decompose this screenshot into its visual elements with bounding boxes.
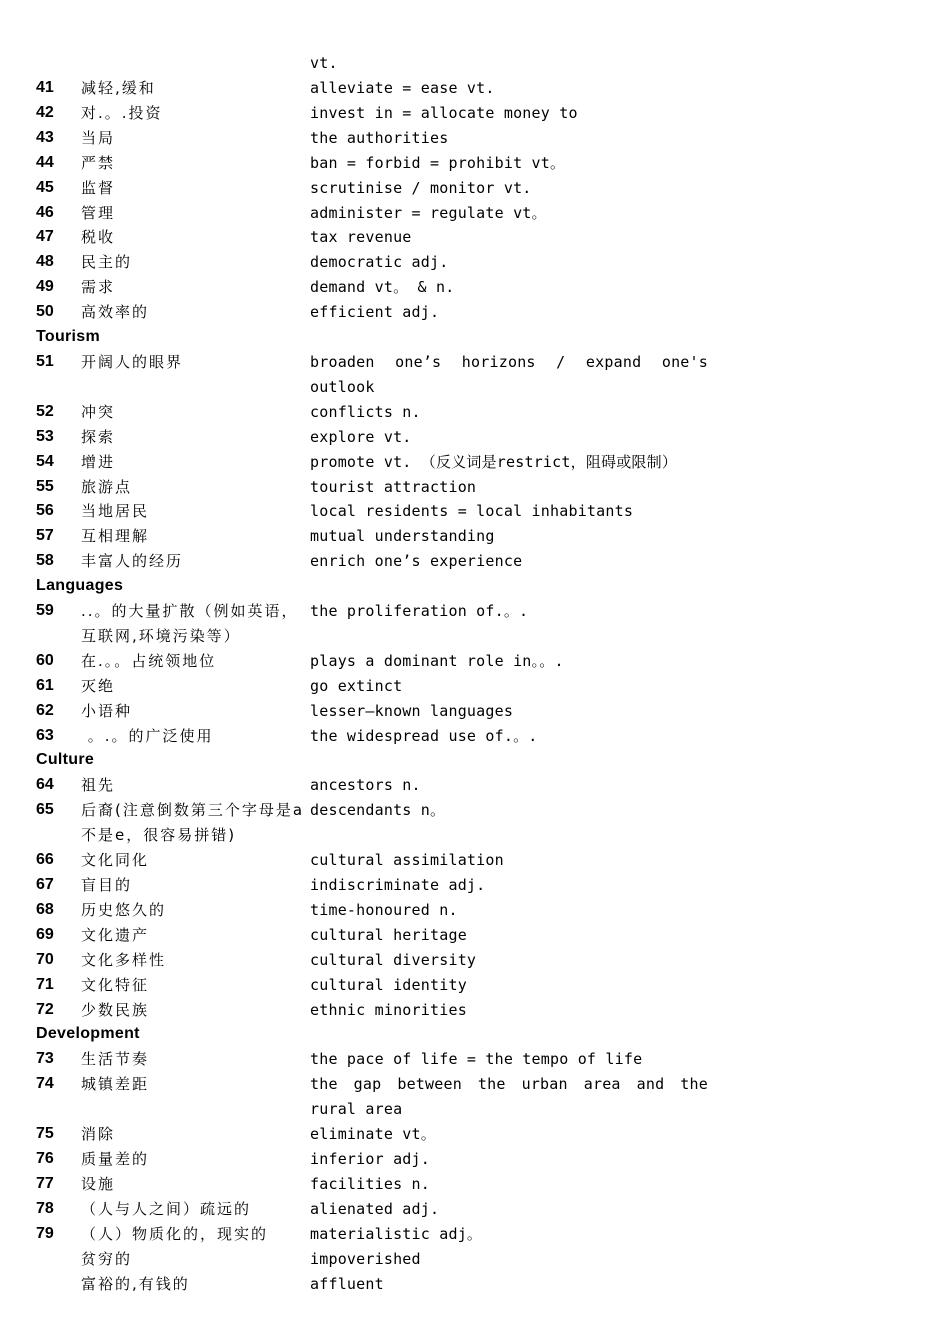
entry-number: 54 (36, 452, 54, 470)
vocab-entry (36, 250, 726, 275)
entry-number: 53 (36, 427, 54, 445)
chinese-term: 冲突 (81, 402, 116, 421)
entry-number: 67 (36, 876, 54, 893)
chinese-term: 文化遗产 (81, 925, 150, 944)
entry-number: 46 (36, 203, 54, 221)
english-term: mutual understanding (310, 527, 495, 546)
continuation-text: vt. (310, 54, 338, 72)
vocab-entry (36, 773, 726, 798)
entry-number: 73 (36, 1050, 54, 1068)
vocab-entry (36, 848, 726, 873)
vocab-entry (36, 973, 726, 998)
vocab-entry (36, 1172, 726, 1197)
vocab-entry (36, 998, 726, 1023)
english-term: materialistic adj。 (310, 1224, 483, 1243)
entry-number: 42 (36, 103, 54, 121)
english-term: affluent (310, 1274, 384, 1293)
english-term: demand vt。 & n. (310, 278, 455, 297)
chinese-term: 在.。。占统领地位 (81, 651, 217, 670)
vocab-entry (36, 76, 726, 101)
english-term: the proliferation of.。. (310, 602, 529, 621)
vocab-entry (36, 1222, 726, 1247)
entry-number: 76 (36, 1149, 54, 1167)
english-term: broaden one’s horizons / expand one's outlook (310, 352, 718, 396)
english-term: lesser—known languages (310, 701, 514, 720)
english-term: cultural heritage (310, 925, 467, 944)
section-heading: Culture (36, 751, 95, 769)
vocab-entry (36, 699, 726, 724)
chinese-term: 设施 (81, 1174, 116, 1193)
vocab-entry (36, 948, 726, 973)
entry-number: 43 (36, 128, 54, 146)
english-term: efficient adj. (310, 303, 440, 322)
entry-number: 71 (36, 975, 54, 993)
vocab-entry (36, 1047, 726, 1072)
vocab-entry (36, 425, 726, 450)
chinese-term: 质量差的 (81, 1149, 150, 1168)
vocab-entry (36, 724, 726, 749)
vocab-entry (36, 275, 726, 300)
english-term: tourist attraction (310, 477, 477, 496)
chinese-term: 城镇差距 (81, 1075, 150, 1094)
english-term: the gap between the urban area and the rural area (310, 1075, 718, 1119)
entry-number: 44 (36, 153, 54, 171)
entry-number: 41 (36, 79, 54, 96)
english-term: local residents = local inhabitants (310, 502, 634, 521)
chinese-term: 文化同化 (81, 851, 150, 870)
chinese-term: 生活节奏 (81, 1050, 150, 1069)
english-term: promote vt. （反义词是restrict，阻碍或限制） (310, 452, 678, 471)
english-term: inferior adj. (310, 1149, 430, 1168)
chinese-term: 后裔(注意倒数第三个字母是a不是e，很容易拼错) (81, 801, 305, 845)
english-term: tax revenue (310, 228, 412, 247)
chinese-term: 减轻,缓和 (81, 79, 156, 97)
vocab-entry (36, 549, 726, 574)
entry-number: 79 (36, 1224, 54, 1242)
vocab-entry (36, 450, 726, 475)
english-term: eliminate vt。 (310, 1125, 436, 1144)
english-term: facilities n. (310, 1174, 430, 1193)
entry-number: 62 (36, 701, 54, 719)
entry-number: 75 (36, 1125, 54, 1143)
chinese-term: 灭绝 (81, 676, 116, 695)
entry-number: 50 (36, 303, 54, 321)
vocab-entry (36, 475, 726, 500)
chinese-term: 祖先 (81, 776, 116, 795)
section-heading: Tourism (36, 328, 101, 346)
chinese-term: ..。的大量扩散（例如英语，互联网,环境污染等） (81, 602, 299, 645)
entry-number: 64 (36, 776, 54, 794)
entry-number: 78 (36, 1199, 54, 1217)
entry-number: 55 (36, 477, 54, 495)
entry-number: 59 (36, 602, 54, 620)
chinese-term: （人与人之间）疏远的 (81, 1199, 252, 1218)
vocab-entry (36, 1147, 726, 1172)
chinese-term: 。.。的广泛使用 (81, 726, 214, 745)
vocab-entry (36, 101, 726, 126)
english-term: the widespread use of.。. (310, 726, 538, 745)
vocab-entry (36, 499, 726, 524)
chinese-term: （人）物质化的，现实的 (81, 1224, 269, 1243)
chinese-term: 对.。.投资 (81, 103, 163, 122)
english-term: administer = regulate vt。 (310, 203, 547, 222)
english-term: plays a dominant role in。。. (310, 651, 564, 670)
chinese-term: 需求 (81, 278, 116, 297)
vocab-entry (36, 524, 726, 549)
entry-number: 72 (36, 1000, 54, 1018)
english-term: cultural identity (310, 975, 467, 994)
entry-number: 74 (36, 1075, 54, 1093)
entry-number: 45 (36, 178, 54, 196)
chinese-term: 开阔人的眼界 (81, 352, 184, 371)
english-term: cultural assimilation (310, 851, 504, 870)
chinese-term: 税收 (81, 228, 116, 247)
chinese-term: 消除 (81, 1125, 116, 1144)
entry-number (36, 1272, 81, 1297)
entry-number: 48 (36, 253, 54, 271)
english-term: democratic adj. (310, 253, 449, 272)
english-term: enrich one’s experience (310, 552, 523, 571)
vocab-entry (36, 176, 726, 201)
english-term: impoverished (310, 1249, 421, 1268)
vocab-entry (36, 300, 726, 325)
chinese-term: 当地居民 (81, 502, 150, 521)
english-term: go extinct (310, 676, 403, 695)
english-term: scrutinise / monitor vt. (310, 178, 532, 197)
entry-number: 57 (36, 527, 54, 545)
entry-number: 65 (36, 801, 54, 819)
chinese-term: 增进 (81, 452, 116, 471)
entry-number: 56 (36, 502, 54, 520)
chinese-term: 探索 (81, 427, 116, 446)
chinese-term: 严禁 (81, 153, 116, 172)
chinese-term: 丰富人的经历 (81, 552, 184, 571)
chinese-term: 文化多样性 (81, 950, 167, 969)
entry-number: 58 (36, 552, 54, 570)
vocab-entry (36, 126, 726, 151)
vocab-entry (36, 151, 726, 176)
entry-number: 49 (36, 278, 54, 296)
entry-number: 68 (36, 900, 54, 918)
section-heading: Languages (36, 577, 124, 595)
chinese-term: 互相理解 (81, 527, 150, 546)
section-heading: Development (36, 1025, 140, 1043)
english-term: indiscriminate adj. (310, 876, 486, 894)
chinese-term: 少数民族 (81, 1000, 150, 1019)
vocab-entry (36, 1122, 726, 1147)
english-term: time-honoured n. (310, 900, 458, 919)
chinese-term: 民主的 (81, 253, 133, 272)
vocab-entry (36, 1072, 726, 1122)
vocab-entry (36, 1197, 726, 1222)
vocab-entry (36, 798, 726, 848)
entry-number: 52 (36, 402, 54, 420)
vocab-entry (36, 1272, 726, 1297)
vocab-entry (36, 350, 726, 400)
english-term: ancestors n. (310, 776, 421, 795)
chinese-term: 管理 (81, 203, 116, 222)
entry-number: 51 (36, 352, 54, 370)
english-term: alleviate = ease vt. (310, 79, 495, 97)
english-term: the authorities (310, 128, 449, 147)
chinese-term: 富裕的,有钱的 (81, 1274, 190, 1293)
english-term: invest in = allocate money to (310, 103, 578, 122)
vocab-entry (36, 599, 726, 649)
vocab-entry (36, 898, 726, 923)
entry-number (36, 1247, 81, 1272)
vocab-entry (36, 649, 726, 674)
entry-number: 66 (36, 851, 54, 869)
english-term: the pace of life = the tempo of life (310, 1050, 643, 1069)
vocab-entry (36, 201, 726, 226)
entry-number: 61 (36, 676, 54, 694)
chinese-term: 盲目的 (81, 876, 133, 894)
english-term: ethnic minorities (310, 1000, 467, 1019)
vocab-entry (36, 1247, 726, 1272)
english-term: descendants n。 (310, 801, 446, 820)
english-term: explore vt. (310, 427, 412, 446)
chinese-term: 高效率的 (81, 303, 150, 322)
vocabulary-list (36, 76, 726, 1296)
entry-number: 70 (36, 950, 54, 968)
entry-number: 47 (36, 228, 54, 246)
chinese-term: 历史悠久的 (81, 900, 167, 919)
chinese-term: 监督 (81, 178, 116, 197)
chinese-term: 当局 (81, 128, 116, 147)
english-term: conflicts n. (310, 402, 421, 421)
entry-number: 60 (36, 651, 54, 669)
vocab-entry (36, 873, 726, 898)
entry-number: 69 (36, 925, 54, 943)
english-term: alienated adj. (310, 1199, 440, 1218)
vocab-entry (36, 400, 726, 425)
vocab-entry (36, 674, 726, 699)
entry-number: 77 (36, 1174, 54, 1192)
chinese-term: 文化特征 (81, 975, 150, 994)
english-term: ban = forbid = prohibit vt。 (310, 153, 566, 172)
vocab-entry (36, 225, 726, 250)
vocab-entry (36, 923, 726, 948)
chinese-term: 旅游点 (81, 477, 133, 496)
entry-number: 63 (36, 726, 54, 744)
chinese-term: 贫穷的 (81, 1249, 133, 1268)
chinese-term: 小语种 (81, 701, 133, 720)
english-term: cultural diversity (310, 950, 477, 969)
